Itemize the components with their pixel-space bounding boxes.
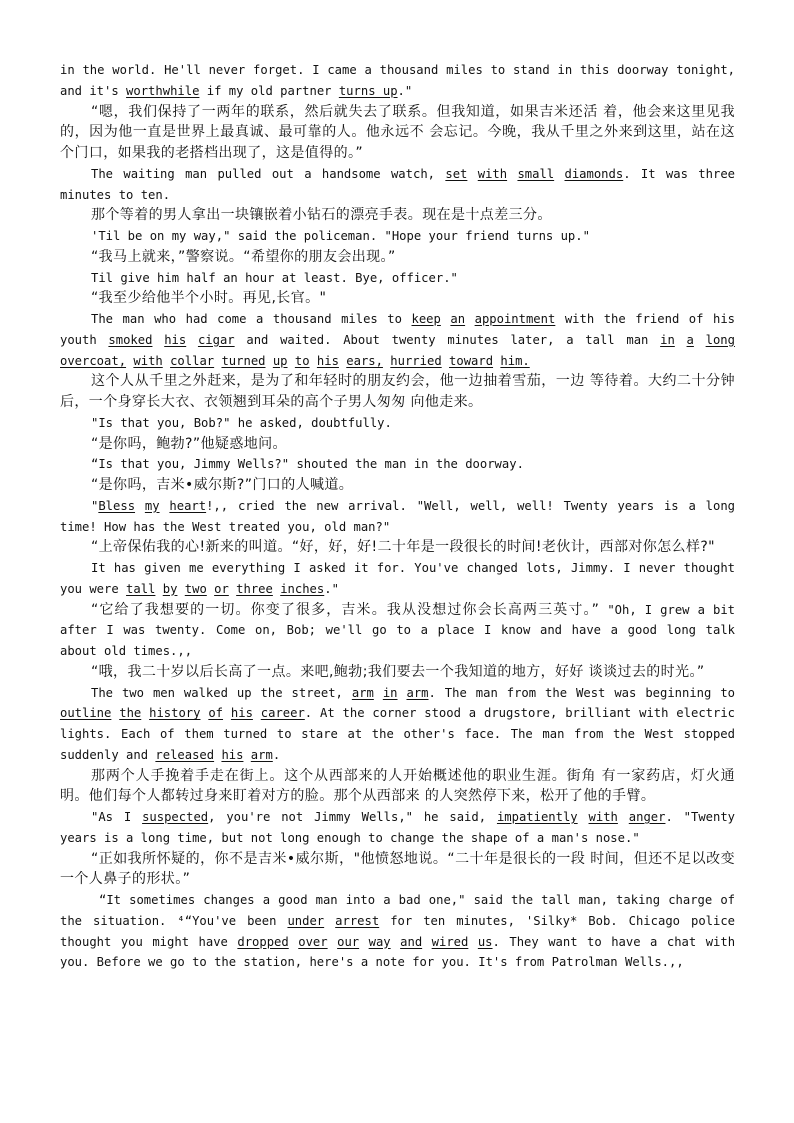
chinese-paragraph <box>60 102 735 164</box>
text-run: . <box>272 747 281 762</box>
chinese-paragraph <box>60 247 735 268</box>
english-paragraph <box>60 60 735 102</box>
chinese-paragraph <box>60 537 735 558</box>
underlined-phrase: keep an appointment <box>411 312 556 326</box>
underlined-phrase: set with small diamonds <box>445 166 624 181</box>
text-run: “正如我所怀疑的，你不是吉米•威尔斯，"他愤怒地说。“二十年是很长的一段 时间，但还不足以改变一个人鼻子的形状。” <box>60 850 735 888</box>
text-run: "Oh, I grew a bit after I was twenty. Come on, Bob; we'll go to a place I know and have a good long talk about old times.,, <box>60 602 735 658</box>
english-paragraph <box>60 558 735 600</box>
english-paragraph <box>60 807 735 849</box>
text-run: Til give him half an hour at least. Bye, officer." <box>91 270 458 285</box>
text-run: , you're not Jimmy Wells," he said, <box>208 810 497 824</box>
text-run: with the friend of his youth <box>60 312 736 347</box>
text-run: "As I <box>91 810 143 824</box>
english-paragraph <box>60 226 735 247</box>
underlined-phrase: dropped over our way and wired us <box>237 934 493 949</box>
chinese-paragraph <box>60 849 735 891</box>
underlined-phrase: suspected <box>142 810 209 824</box>
chinese-paragraph <box>60 371 735 413</box>
text-run: “嗯，我们保持了一两年的联系，然后就失去了联系。但我知道，如果吉米还活 着，他会来这里见我的，因为他一直是世界上最真诚、最可靠的人。他永远不 会忘记。今晚，我从千里之外来到这里，站在这个门口，如果我的老搭档出现了，这是值得的。” <box>60 103 735 161</box>
text-run: The two men walked up the street, <box>91 685 352 700</box>
chinese-paragraph <box>60 434 735 455</box>
chinese-paragraph <box>60 288 735 309</box>
text-run: . At the corner stood a drugstore, brilliant with electric lights. Each of them turned to stare at the other's face. The man from the West stopped suddenly and <box>60 706 736 762</box>
chinese-paragraph <box>60 205 735 226</box>
english-paragraph <box>60 683 735 766</box>
underlined-phrase: in a long overcoat, with collar turned up to his ears, hurried toward him. <box>60 332 735 368</box>
text-run: 'Til be on my way," said the policeman. "Hope your friend turns up." <box>91 229 590 243</box>
text-run: “Is that you, Jimmy Wells?" shouted the man in the doorway. <box>91 457 524 472</box>
document-page <box>60 60 735 973</box>
text-run: " <box>91 498 99 513</box>
text-run: “是你吗，鲍勃?”他疑惑地问。 <box>91 435 287 452</box>
text-run: for ten minutes, 'Silky* Bob. Chicago police thought you might have <box>60 913 736 949</box>
underlined-phrase: impatiently with anger <box>496 810 666 824</box>
text-run: The man who had come a thousand miles to <box>91 312 412 326</box>
underlined-phrase: under arrest <box>287 913 380 928</box>
chinese-paragraph <box>60 766 735 808</box>
underlined-phrase: worthwhile <box>126 83 200 98</box>
english-paragraph <box>60 454 735 475</box>
text-run: . The man from the West was beginning to <box>428 685 735 700</box>
chinese-paragraph <box>60 475 735 496</box>
text-run: . It was three minutes to ten. <box>60 166 735 202</box>
text-run: and waited. About twenty minutes later, a tall man <box>234 332 661 347</box>
underlined-phrase: tall by two or three inches <box>126 581 325 596</box>
text-run: “上帝保佑我的心!新来的叫道。“好，好，好!二十年是一段很长的时间!老伙计，西部对你怎么样?" <box>91 539 716 556</box>
text-run: !,, cried the new arrival. "Well, well, well! Twenty years is a long time! How has the West treated you, old man?" <box>60 498 736 534</box>
underlined-phrase: outline the history of his career <box>60 706 305 721</box>
text-run: ." <box>324 581 339 596</box>
text-run: 这个人从千里之外赶来，是为了和年轻时的朋友约会，他一边抽着雪茄，一边 等待着。大约二十分钟后，一个身穿长大衣、衣领翘到耳朵的高个子男人匆匆 向他走来。 <box>60 373 735 410</box>
text-run: “我至少给他半个小时。再见,长官。" <box>91 290 327 307</box>
text-run: “It sometimes changes a good man into a bad one," said the tall man, taking charge of the situation. ⁴“You've been <box>60 893 735 928</box>
underlined-phrase: turns up <box>338 83 398 98</box>
text-run: “哦，我二十岁以后长高了一点。来吧,鲍勃;我们要去一个我知道的地方，好好 谈谈过去的时光。” <box>91 663 705 680</box>
underlined-phrase: arm in arm <box>351 685 429 700</box>
text-run: 那个等着的男人拿出一块镶嵌着小钻石的漂亮手表。现在是十点差三分。 <box>91 207 552 224</box>
text-run: "Is that you, Bob?" he asked, doubtfully. <box>91 415 392 430</box>
text-run: . They want to have a chat with you. Before we go to the station, here's a note for you. It's from Patrolman Wells.,, <box>60 934 736 970</box>
english-paragraph <box>60 164 735 206</box>
english-paragraph <box>60 309 735 371</box>
underlined-phrase: smoked his cigar <box>108 332 235 347</box>
text-run: “它给了我想要的一切。你变了很多，吉米。我从没想过你会长高两三英寸。” <box>91 601 600 618</box>
underlined-phrase: Bless my heart <box>98 498 207 513</box>
english-paragraph <box>60 413 735 434</box>
english-paragraph <box>60 600 735 662</box>
text-run: if my old partner <box>199 83 339 98</box>
text-run: It has given me everything I asked it for. You've changed lots, Jimmy. I never thought you were <box>60 561 735 596</box>
text-run: ." <box>397 83 413 98</box>
text-run: The waiting man pulled out a handsome watch, <box>91 166 446 181</box>
english-paragraph <box>60 496 735 538</box>
text-run: “我马上就来，”警察说。“希望你的朋友会出现。” <box>91 248 396 265</box>
text-run: 那两个人手挽着手走在街上。这个从西部来的人开始概述他的职业生涯。街角 有一家药店，灯火通明。他们每个人都转过身来盯着对方的脸。那个从西部来 的人突然停下来，松开了他的手臂。 <box>60 767 735 805</box>
english-paragraph <box>60 890 735 973</box>
text-run: “是你吗，吉米•威尔斯?”门口的人喊道。 <box>91 477 354 493</box>
text-run: . "Twenty years is a long time, but not long enough to change the shape of a man's nose." <box>60 810 736 845</box>
text-run: in the world. He'll never forget. I came a thousand miles to stand in this doorway tonight, and it's <box>60 63 735 98</box>
underlined-phrase: released his arm <box>155 747 273 762</box>
chinese-paragraph <box>60 662 735 683</box>
english-paragraph <box>60 268 735 289</box>
